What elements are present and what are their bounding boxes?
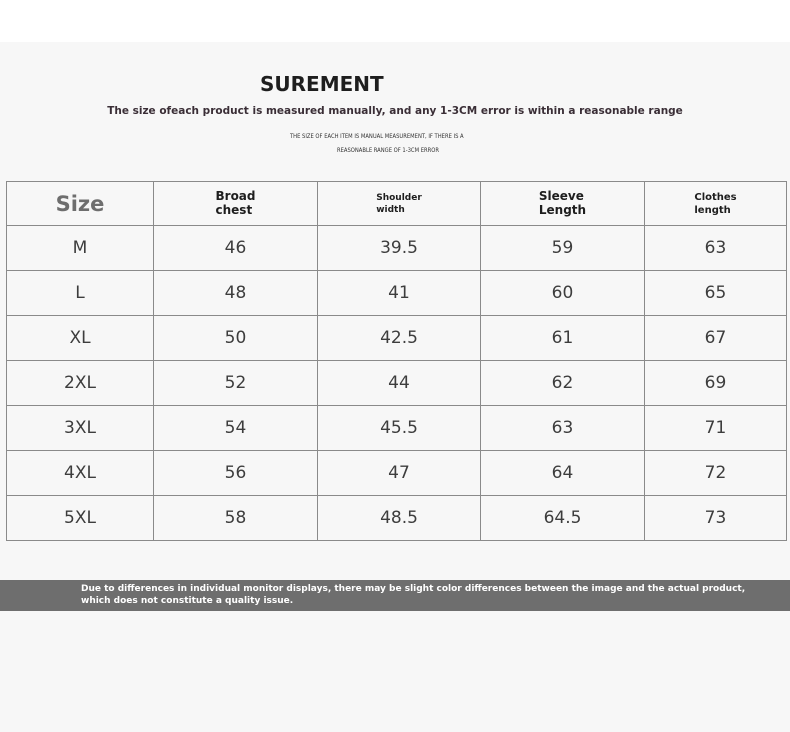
cell-sleeve: 60 bbox=[481, 271, 645, 316]
cell-chest: 46 bbox=[154, 226, 318, 271]
measurement-note-line-1: THE SIZE OF EACH ITEM IS MANUAL MEASUREMENT, IF THERE IS A bbox=[290, 134, 464, 140]
header-clothes-length-line-2: length bbox=[694, 204, 731, 216]
cell-size: 4XL bbox=[7, 451, 154, 496]
cell-sleeve: 62 bbox=[481, 361, 645, 406]
page-subtitle: The size ofeach product is measured manually, and any 1-3CM error is within a reasonable range bbox=[107, 105, 683, 117]
header-clothes-length-line-1: Clothes bbox=[694, 191, 737, 203]
header-broad-chest-line-1: Broad bbox=[215, 189, 256, 203]
cell-length: 73 bbox=[645, 496, 787, 541]
cell-size: L bbox=[7, 271, 154, 316]
disclaimer-text bbox=[81, 583, 771, 607]
header-shoulder-width-line-1: Shoulder bbox=[376, 192, 422, 203]
page-title: SUREMENT bbox=[260, 72, 384, 96]
table-row bbox=[7, 451, 787, 496]
table-row bbox=[7, 316, 787, 361]
cell-chest: 58 bbox=[154, 496, 318, 541]
disclaimer-line-1: Due to differences in individual monitor displays, there may be slight color differences between the image and the actual product, bbox=[81, 584, 746, 594]
cell-sleeve: 61 bbox=[481, 316, 645, 361]
table-row bbox=[7, 496, 787, 541]
disclaimer-banner bbox=[0, 580, 790, 611]
header-sleeve-length-line-2: Length bbox=[538, 203, 587, 217]
cell-sleeve: 59 bbox=[481, 226, 645, 271]
cell-sleeve: 64 bbox=[481, 451, 645, 496]
cell-length: 67 bbox=[645, 316, 787, 361]
cell-chest: 48 bbox=[154, 271, 318, 316]
cell-shoulder: 39.5 bbox=[318, 226, 481, 271]
header-shoulder-width-line-2: width bbox=[376, 204, 405, 215]
table-header-row bbox=[7, 182, 787, 226]
cell-shoulder: 47 bbox=[318, 451, 481, 496]
cell-shoulder: 48.5 bbox=[318, 496, 481, 541]
cell-size: 5XL bbox=[7, 496, 154, 541]
header-sleeve-length bbox=[481, 182, 645, 226]
header-broad-chest-line-2: chest bbox=[215, 203, 253, 217]
disclaimer-line-2: which does not constitute a quality issue. bbox=[81, 596, 294, 606]
table-row bbox=[7, 271, 787, 316]
header-size: Size bbox=[7, 182, 154, 226]
cell-size: XL bbox=[7, 316, 154, 361]
cell-length: 69 bbox=[645, 361, 787, 406]
cell-size: 2XL bbox=[7, 361, 154, 406]
cell-chest: 54 bbox=[154, 406, 318, 451]
cell-length: 65 bbox=[645, 271, 787, 316]
size-chart-table bbox=[6, 181, 787, 541]
measurement-note-line-2: REASONABLE RANGE OF 1-3CM ERROR bbox=[337, 148, 439, 154]
header-sleeve-length-line-1: Sleeve bbox=[538, 189, 584, 203]
cell-size: M bbox=[7, 226, 154, 271]
table-row bbox=[7, 361, 787, 406]
header-shoulder-width bbox=[318, 182, 481, 226]
cell-sleeve: 63 bbox=[481, 406, 645, 451]
header-clothes-length bbox=[645, 182, 787, 226]
header-broad-chest bbox=[154, 182, 318, 226]
cell-length: 72 bbox=[645, 451, 787, 496]
cell-chest: 52 bbox=[154, 361, 318, 406]
measurement-note bbox=[290, 130, 500, 158]
cell-shoulder: 45.5 bbox=[318, 406, 481, 451]
cell-chest: 50 bbox=[154, 316, 318, 361]
cell-chest: 56 bbox=[154, 451, 318, 496]
table-row bbox=[7, 406, 787, 451]
cell-length: 63 bbox=[645, 226, 787, 271]
cell-length: 71 bbox=[645, 406, 787, 451]
cell-shoulder: 42.5 bbox=[318, 316, 481, 361]
cell-sleeve: 64.5 bbox=[481, 496, 645, 541]
cell-shoulder: 41 bbox=[318, 271, 481, 316]
table-row bbox=[7, 226, 787, 271]
cell-shoulder: 44 bbox=[318, 361, 481, 406]
cell-size: 3XL bbox=[7, 406, 154, 451]
